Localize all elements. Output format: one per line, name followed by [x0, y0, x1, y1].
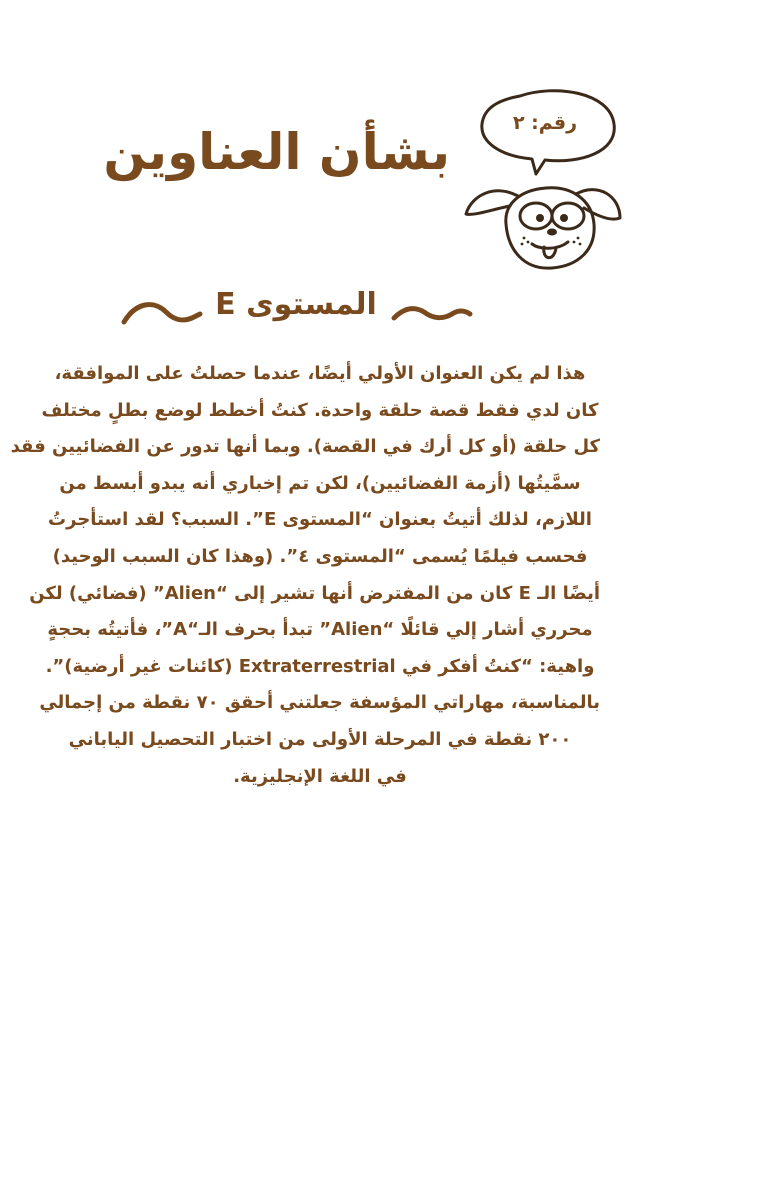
section-heading — [118, 280, 468, 336]
body-line: فحسب فيلمًا يُسمى “المستوى ٤”. (وهذا كان السبب الوحيد) — [52, 545, 588, 567]
speech-bubble-label: رقم: ٢ — [512, 112, 578, 134]
dog-ear-left — [466, 191, 518, 215]
page-title: بشأن العناوين — [103, 123, 450, 181]
body-line: محرري أشار إلي قائلًا “Alien” تبدأ بحرف الـ“A”، فأتيتُه بحجةٍ — [47, 619, 593, 641]
body-line: بالمناسبة، مهاراتي المؤسفة جعلتني أحقق ٧٠ نقطة من إجمالي — [39, 692, 600, 714]
body-paragraph — [10, 356, 600, 795]
body-line: أيضًا الـ E كان من المفترض أنها تشير إلى “Alien” (فضائي) لكن — [29, 582, 600, 604]
tilde-swirl-icon — [120, 292, 204, 332]
body-line: ٢٠٠ نقطة في المرحلة الأولى من اختبار التحصيل الياباني — [68, 728, 572, 750]
body-line: سمَّيتُها (أزمة الفضائيين)، لكن تم إخباري أنه يبدو أبسط من — [59, 472, 581, 494]
body-line: كل حلقة (أو كل أرك في القصة). وبما أنها تدور عن الفضائيين فقد — [10, 436, 600, 458]
tilde-swirl-icon — [390, 292, 474, 332]
body-line: اللازم، لذلك أتيتُ بعنوان “المستوى E”. السبب؟ لقد استأجرتُ — [48, 509, 592, 531]
body-line: هذا لم يكن العنوان الأولي أيضًا، عندما حصلتُ على الموافقة، — [54, 363, 586, 384]
body-line: في اللغة الإنجليزية. — [233, 765, 407, 787]
body-line: واهية: “كنتُ أفكر في Extraterrestrial (كائنات غير أرضية)”. — [45, 655, 595, 677]
body-line: كان لدي فقط قصة حلقة واحدة. كنتُ أخطط لوضع بطلٍ مختلف — [41, 399, 599, 421]
section-heading-text: المستوى E — [215, 287, 377, 322]
mascot-illustration — [460, 84, 630, 284]
